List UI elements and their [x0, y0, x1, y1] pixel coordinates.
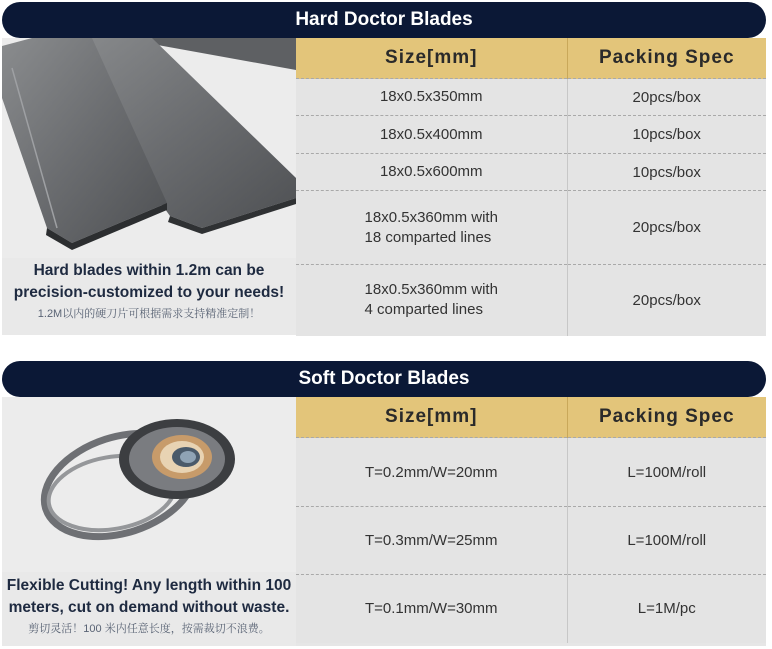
size-cell: 18x0.5x350mm — [296, 79, 567, 116]
size-cell: T=0.3mm/W=25mm — [296, 507, 567, 575]
table-row — [296, 265, 766, 336]
soft-blades-banner: Soft Doctor Blades — [2, 361, 766, 397]
packing-spec-header: Packing Spec — [567, 38, 766, 79]
table-row — [296, 79, 766, 116]
soft-caption-en: Flexible Cutting! Any length within 100 meters, cut on demand without waste. — [6, 577, 292, 616]
hard-caption-en: Hard blades within 1.2m can be precision-customized to your needs! — [13, 262, 285, 301]
hard-blades-table — [296, 38, 766, 336]
spec-cell: 20pcs/box — [567, 79, 766, 116]
size-cell: T=0.2mm/W=20mm — [296, 438, 567, 507]
spec-cell: L=100M/roll — [567, 507, 766, 575]
size-header: Size[mm] — [296, 38, 567, 79]
size-header: Size[mm] — [296, 397, 567, 438]
size-cell: 18x0.5x360mm with 18 comparted lines — [296, 191, 567, 265]
hard-blades-section — [2, 2, 766, 335]
spec-cell: L=100M/roll — [567, 438, 766, 507]
table-header-row — [296, 397, 766, 438]
spec-cell: 20pcs/box — [567, 191, 766, 265]
size-cell: T=0.1mm/W=30mm — [296, 575, 567, 643]
table-row — [296, 575, 766, 643]
soft-blades-caption — [2, 575, 296, 637]
spec-cell: 10pcs/box — [567, 154, 766, 191]
hard-blades-banner: Hard Doctor Blades — [2, 2, 766, 38]
soft-caption-zh: 剪切灵活！100 米内任意长度，按需裁切不浪费。 — [28, 623, 270, 635]
spec-cell: 10pcs/box — [567, 116, 766, 154]
table-row — [296, 507, 766, 575]
soft-blades-section — [2, 361, 766, 646]
hard-caption-zh: 1.2M以内的硬刀片可根据需求支持精准定制！ — [37, 308, 261, 320]
table-row — [296, 154, 766, 191]
hard-blades-panel — [2, 38, 296, 335]
size-cell: 18x0.5x400mm — [296, 116, 567, 154]
table-row — [296, 438, 766, 507]
table-row — [296, 116, 766, 154]
soft-blades-panel — [2, 397, 296, 646]
soft-blade-roll-image — [2, 397, 296, 572]
hard-blades-caption — [2, 260, 296, 322]
size-cell: 18x0.5x600mm — [296, 154, 567, 191]
hard-blades-body — [2, 38, 766, 335]
table-row — [296, 191, 766, 265]
spec-cell: 20pcs/box — [567, 265, 766, 336]
soft-blades-body — [2, 397, 766, 646]
packing-spec-header: Packing Spec — [567, 397, 766, 438]
size-cell: 18x0.5x360mm with 4 comparted lines — [296, 265, 567, 336]
spec-cell: L=1M/pc — [567, 575, 766, 643]
table-header-row — [296, 38, 766, 79]
hard-blades-image — [2, 38, 296, 258]
soft-blades-table — [296, 397, 766, 643]
